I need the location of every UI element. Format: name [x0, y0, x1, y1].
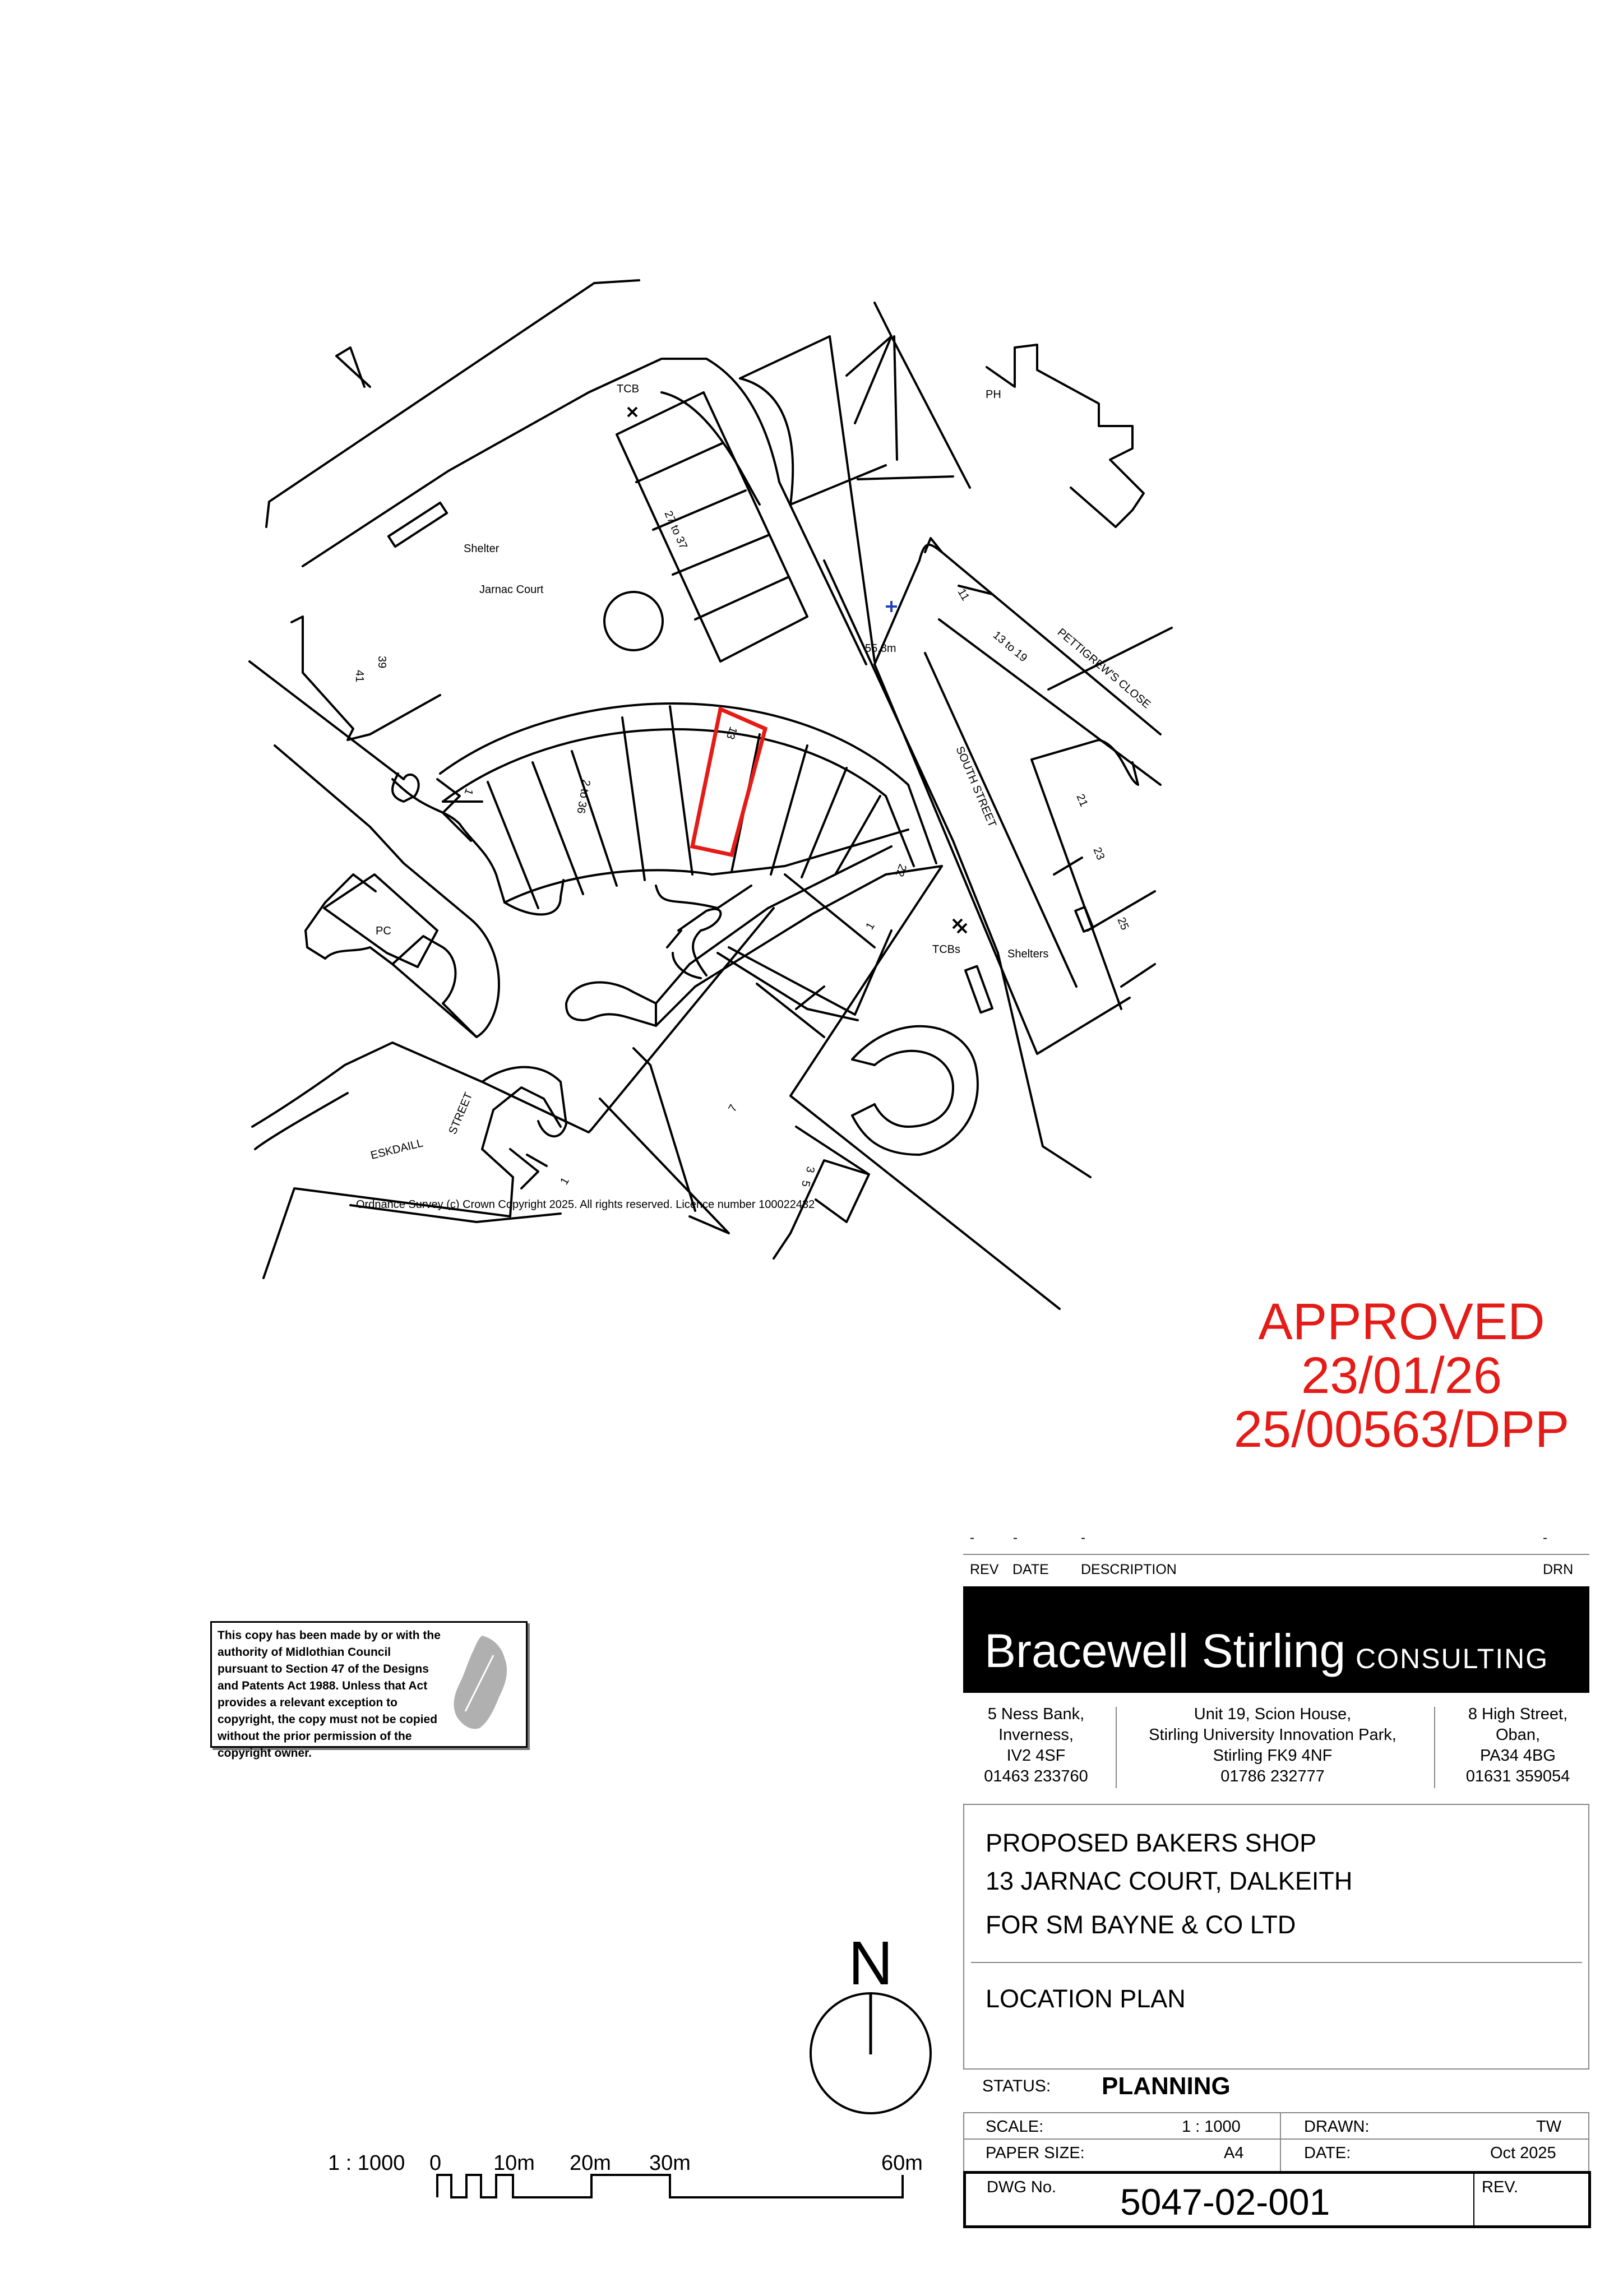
label-27-to-37: 27 to 37: [662, 509, 690, 552]
drn-dash: -: [1543, 1530, 1547, 1545]
scale-tick-20m: 20m: [570, 2151, 611, 2175]
label-spot-height: 55.8m: [865, 642, 896, 655]
rev-dash: -: [970, 1530, 974, 1545]
label-shelters: Shelters: [1007, 948, 1049, 960]
label-tcbs: TCBs: [932, 943, 960, 956]
label-13: 13: [723, 725, 739, 741]
label-street: STREET: [446, 1090, 475, 1136]
approval-status: APPROVED: [1258, 1293, 1545, 1350]
status-value: PLANNING: [1102, 2072, 1231, 2100]
label-22: 22: [893, 862, 909, 878]
status-label: STATUS:: [982, 2077, 1051, 2095]
office-line: 8 High Street,: [1468, 1705, 1568, 1723]
description-dash: -: [1081, 1530, 1085, 1545]
spot-height-marker: [886, 601, 897, 612]
label-7: 7: [726, 1102, 740, 1114]
date-value: Oct 2025: [1490, 2144, 1556, 2162]
label-jarnac-court: Jarnac Court: [479, 584, 544, 596]
grid-rule-right: [1588, 2112, 1589, 2171]
office-line: 01463 233760: [984, 1767, 1088, 1785]
dwg-label: DWG No.: [987, 2178, 1057, 2196]
council-logo-icon: [448, 1633, 516, 1734]
header-date: DATE: [1012, 1562, 1049, 1577]
office-stirling: [1121, 1704, 1424, 1787]
grid-rule-top: [963, 2112, 1589, 2113]
scale-tick-60m: 60m: [881, 2151, 923, 2175]
date-label: DATE:: [1304, 2144, 1351, 2162]
company-banner: [963, 1586, 1589, 1693]
label-1-eskdaill: 1: [558, 1175, 572, 1187]
label-pettigrews-close: PETTIGREW'S CLOSE: [1055, 626, 1153, 711]
label-5: 5: [799, 1179, 812, 1188]
label-39: 39: [376, 656, 388, 669]
drawing-title: LOCATION PLAN: [986, 1984, 1186, 2013]
dwg-value: 5047-02-001: [1120, 2181, 1330, 2223]
office-line: 5 Ness Bank,: [987, 1705, 1085, 1723]
scale-value: 1 : 1000: [1182, 2118, 1241, 2136]
label-13-to-19: 13 to 19: [990, 628, 1030, 665]
rev-label: REV.: [1482, 2178, 1519, 2196]
scale-ratio: 1 : 1000: [328, 2151, 405, 2175]
north-letter: N: [848, 1929, 893, 1998]
copyright-notice-box: [210, 1621, 528, 1760]
office-line: 01786 232777: [1220, 1767, 1325, 1785]
os-copyright: Ordnance Survey (c) Crown Copyright 2025. All rights reserved. Licence number 100022432: [356, 1198, 815, 1211]
label-tcb: TCB: [617, 383, 639, 395]
label-25: 25: [1115, 915, 1131, 932]
paper-size-label: PAPER SIZE:: [986, 2144, 1085, 2162]
label-south-street: SOUTH STREET: [953, 744, 998, 830]
office-line: PA34 4BG: [1480, 1747, 1556, 1765]
office-line: Stirling FK9 4NF: [1213, 1747, 1333, 1765]
north-arrow: [811, 1929, 931, 2113]
label-11: 11: [955, 586, 972, 603]
scale-tick-0: 0: [429, 2151, 442, 2175]
drawn-value: TW: [1536, 2118, 1562, 2136]
label-3: 3: [803, 1165, 817, 1174]
label-21: 21: [1074, 792, 1090, 809]
approval-stamp: [1205, 1295, 1598, 1456]
grid-rule-left: [963, 2112, 964, 2171]
label-eskdaill: ESKDAILL: [369, 1137, 424, 1162]
office-line: Stirling University Innovation Park,: [1149, 1726, 1397, 1744]
office-divider: [1116, 1707, 1117, 1788]
scale-bar: [437, 2175, 903, 2197]
date-dash: -: [1013, 1530, 1018, 1545]
tcb-markers: [628, 408, 967, 933]
rev-table-rule: [963, 1554, 1589, 1555]
label-41: 41: [353, 670, 366, 683]
dwg-divider: [1473, 2174, 1474, 2225]
label-1-block: 1: [863, 920, 877, 932]
label-23: 23: [1090, 845, 1107, 862]
paper-size-value: A4: [1224, 2144, 1244, 2162]
header-description: DESCRIPTION: [1081, 1562, 1177, 1577]
header-rev: REV: [970, 1562, 999, 1577]
drawing-number-box: [963, 2171, 1591, 2228]
office-oban: [1446, 1704, 1589, 1787]
project-title-line2: 13 JARNAC COURT, DALKEITH: [986, 1867, 1353, 1895]
label-1-crescent: 1: [461, 786, 475, 797]
company-name: Bracewell Stirling: [984, 1624, 1346, 1677]
office-divider: [1434, 1707, 1435, 1788]
approval-reference: 25/00563/DPP: [1233, 1401, 1570, 1458]
label-2-to-36: 2 to 36: [574, 779, 593, 815]
label-pc: PC: [376, 925, 391, 937]
label-ph: PH: [986, 388, 1001, 401]
grid-rule-mid: [963, 2138, 1589, 2140]
company-suffix: CONSULTING: [1356, 1643, 1549, 1674]
grid-rule-center: [1280, 2112, 1281, 2171]
scale-label: SCALE:: [986, 2118, 1044, 2136]
project-title-line1: PROPOSED BAKERS SHOP: [986, 1829, 1317, 1857]
drawn-label: DRAWN:: [1304, 2118, 1370, 2136]
office-line: 01631 359054: [1465, 1767, 1570, 1785]
header-drn: DRN: [1543, 1562, 1574, 1577]
project-box: [963, 1804, 1589, 2070]
office-line: Unit 19, Scion House,: [1194, 1705, 1352, 1723]
office-inverness: [963, 1704, 1109, 1787]
project-divider: [971, 1962, 1582, 1963]
approval-date: 23/01/26: [1301, 1347, 1502, 1404]
label-shelter: Shelter: [464, 543, 500, 555]
project-client: FOR SM BAYNE & CO LTD: [986, 1910, 1296, 1939]
scale-tick-30m: 30m: [649, 2151, 691, 2175]
copyright-notice-text: This copy has been made by or with the authority of Midlothian Council pursuant to Section 47 of the Designs and Patents Act 1988. Unless that Act provides a relevant exception to copyright, the copy must not be copied without the prior permission of the copyright owner.: [218, 1629, 441, 1760]
scale-tick-10m: 10m: [493, 2151, 535, 2175]
office-line: Inverness,: [998, 1726, 1074, 1744]
office-line: IV2 4SF: [1006, 1747, 1066, 1765]
office-line: Oban,: [1496, 1726, 1540, 1744]
